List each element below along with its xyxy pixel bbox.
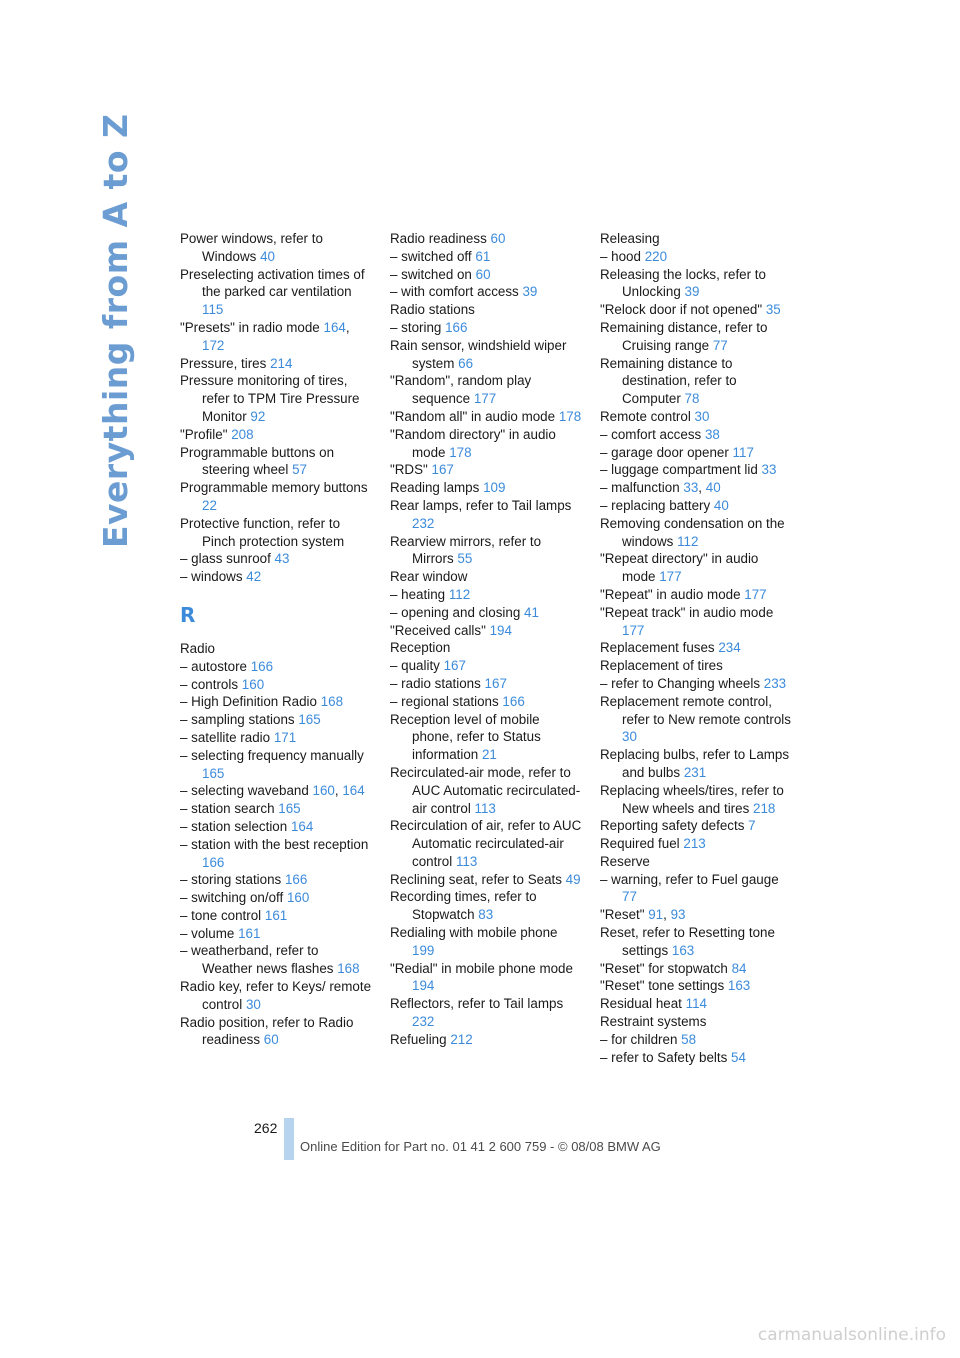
page-ref-link[interactable]: 41 [524,604,539,620]
page-ref-link[interactable]: 161 [264,907,288,923]
index-entry [600,657,792,675]
page-ref-link[interactable]: 114 [685,996,707,1012]
index-entry-text: Reset, refer to Resetting tone settings [600,925,775,958]
index-entry [390,248,582,266]
page-ref-link[interactable]: 42 [246,569,262,585]
index-entry-text: – storing [390,319,442,335]
index-entry [180,871,372,889]
index-entry-text: – malfunction [600,480,680,496]
index-entry-text: – replacing battery [600,497,711,513]
index-entry-text: Reflectors, refer to Tail lamps [390,996,564,1012]
index-entry-text: – switching on/off [180,890,284,906]
index-entry-text: – for children [600,1031,678,1047]
page-ref-link[interactable]: 168 [320,694,344,710]
index-entry-text: Pressure monitoring of tires, refer to TPM Tire Pressure Monitor [180,373,360,424]
index-entry-text: – glass sunroof [180,551,271,567]
index-entry-text: "Random all" in audio mode [390,408,556,424]
index-entry [600,230,792,248]
index-entry-text: Radio [180,640,215,656]
page-ref-link[interactable]: 165 [298,712,321,728]
index-entry-text: Reserve [600,853,650,869]
index-entry-text: – quality [390,658,440,674]
page-ref-link[interactable]: 167 [431,462,454,478]
index-entry [390,924,582,960]
index-entry-text: – refer to Safety belts [600,1049,728,1065]
page-ref-link[interactable]: 60 [490,231,506,246]
page-ref-link[interactable]: 91 [648,907,664,923]
index-entry-text: – comfort access [600,426,702,442]
page-ref-link[interactable]: 178 [449,444,472,460]
page-ref-link[interactable]: 112 [448,586,471,602]
index-entry [600,604,792,640]
index-entry [390,622,582,640]
index-entry [180,907,372,925]
index-entry [600,408,792,426]
index-entry-text: Programmable memory buttons [180,480,368,496]
index-entry [600,515,792,551]
watermark: carmanualsonline.info [757,1325,946,1345]
index-entry-text: – regional stations [390,693,499,709]
index-entry [600,639,792,657]
index-entry-text: Remaining distance to destination, refer to Computer [600,355,737,407]
page-ref-link[interactable]: 234 [718,640,741,656]
index-entry [390,319,582,337]
index-entry-text: "RDS" [390,462,428,478]
index-entry-text: – weatherband, refer to Weather news flashes [180,943,334,977]
index-entry-text: – volume [180,925,235,941]
page-ref-link[interactable]: 177 [744,586,767,602]
page-ref-link[interactable]: 160 [286,890,310,906]
index-entry [390,461,582,479]
index-entry [180,444,372,480]
index-entry-text: Recirculation of air, refer to AUC Automatic recirculated-air control [390,818,582,869]
index-entry [180,889,372,907]
page-ref-link[interactable]: 60 [263,1032,279,1048]
index-entry [390,266,582,284]
index-entry [600,817,792,835]
index-entry-text: – radio stations [390,675,481,691]
index-entry [390,586,582,604]
index-entry-text: Rain sensor, windshield wiper system [390,337,567,371]
index-entry [390,426,582,462]
index-entry-text: Restraint systems [600,1014,707,1030]
page-ref-link[interactable]: 168 [337,961,360,977]
index-entry-text: Programmable buttons on steering wheel [180,444,335,478]
page-ref-link[interactable]: 115 [202,302,224,318]
index-entry-text: Remaining distance, refer to Cruising range [600,319,768,353]
index-entry-text: Replacing bulbs, refer to Lamps and bulbs [600,747,790,780]
page-ref-link[interactable]: 220 [644,248,668,264]
index-entry-text: – satellite radio [180,729,271,745]
index-entry [390,568,582,586]
page-ref-link[interactable]: 194 [412,978,435,994]
index-entry [180,266,372,319]
page-ref-link[interactable]: 117 [732,444,754,460]
index-entry-text: – switched on [390,266,472,282]
page-ref-link[interactable]: 33 [761,462,777,478]
page-ref-link[interactable]: 22 [202,497,217,513]
page-ref-link[interactable]: 213 [683,836,706,852]
page-ref-link[interactable]: 171 [273,729,297,745]
index-entry-text: Recording times, refer to Stopwatch [390,889,537,923]
index-entry-text: – heating [390,586,446,602]
page-ref-link[interactable]: 160 [312,783,335,799]
index-column-3 [600,230,792,1066]
footer-accent-bar [284,1118,294,1160]
section-letter: R [180,602,196,627]
index-entry-text: – sampling stations [180,712,295,728]
index-entry-text: "Reset" [600,907,645,923]
footer-edition-text: Online Edition for Part no. 01 41 2 600 759 - © 08/08 BMW AG [300,1139,661,1154]
page-ref-link[interactable]: 57 [292,462,307,478]
index-entry [390,372,582,408]
index-column-2 [390,230,582,1049]
index-entry [600,444,792,462]
index-entry-text: "Repeat track" in audio mode [600,604,774,620]
index-entry-text: – switched off [390,248,472,264]
index-entry-text: – garage door opener [600,444,729,460]
index-entry-text: – tone control [180,907,262,923]
page-ref-link[interactable]: 66 [458,355,474,371]
index-entry [600,426,792,444]
page-ref-link[interactable]: 30 [622,729,637,745]
index-entry [180,640,372,658]
page-ref-link[interactable]: 77 [712,337,728,353]
page-ref-link[interactable]: 49 [565,871,581,887]
index-entry-text: Replacement fuses [600,640,715,656]
index-entry [600,355,792,408]
page-ref-link[interactable]: 167 [484,675,507,691]
index-entry [390,817,582,870]
index-entry-text: – storing stations [180,872,282,888]
index-entry [600,977,792,995]
index-entry [600,319,792,355]
index-entry [390,479,582,497]
index-entry-text: "Repeat" in audio mode [600,586,741,602]
index-entry [180,800,372,818]
index-entry-text: Reporting safety defects [600,818,745,834]
side-title: Everything from A to Z [96,113,135,548]
index-entry-text: Preselecting activation times of the parked car ventilation [180,266,365,300]
index-entry-text: – station with the best reception [180,836,369,852]
index-entry [180,693,372,711]
page-ref-link[interactable]: 93 [670,907,686,923]
index-entry [390,871,582,889]
index-entry [600,746,792,782]
index-entry: – selecting waveband 160, 164 [180,783,365,799]
index-entry [600,782,792,818]
page-ref-link[interactable]: 232 [412,515,435,531]
index-entry-text: Pressure, tires [180,355,267,371]
index-entry [180,942,372,978]
index-entry [600,960,792,978]
page-ref-link[interactable]: 38 [704,426,720,442]
index-entry-text: Replacement of tires [600,658,723,674]
page-ref-link[interactable]: 160 [241,676,265,692]
page-ref-link[interactable]: 165 [278,801,301,817]
page-ref-link[interactable]: 40 [705,480,721,496]
index-entry-text: – station search [180,801,275,817]
page-ref-link[interactable]: 214 [270,355,293,371]
index-entry-text: Reception [390,640,451,656]
page-ref-link[interactable]: 233 [763,675,787,691]
index-entry [390,711,582,764]
index-entry-text: – selecting frequency manually [180,747,364,763]
index-entry [180,479,372,515]
index-entry [600,995,792,1013]
index-entry-text: – High Definition Radio [180,694,317,710]
page-ref-link[interactable]: 172 [202,337,225,353]
index-entry [180,925,372,943]
page-ref-link[interactable]: 164 [290,818,314,834]
index-entry-text: – autostore [180,658,247,674]
page-ref-link[interactable]: 112 [677,533,699,549]
page-ref-link[interactable]: 177 [622,622,645,638]
page-ref-link[interactable]: 194 [489,622,512,638]
index-entry-text: "Presets" in radio mode [180,319,320,335]
page-ref-link[interactable]: 163 [727,978,751,994]
index-entry-text: "Relock door if not opened" [600,302,763,318]
index-entry [390,408,582,426]
index-entry-text: "Profile" [180,426,228,442]
index-entry [180,515,372,551]
index-entry-text: Rear lamps, refer to Tail lamps [390,497,572,513]
index-entry-text: "Random", random play sequence [390,373,532,407]
page-ref-link[interactable]: 33 [683,480,699,496]
index-entry [600,497,792,515]
index-entry [390,657,582,675]
index-entry-text: Replacement remote control, refer to New remote controls [600,693,791,727]
page-ref-link[interactable]: 60 [475,266,491,282]
index-entry [600,550,792,586]
index-entry [390,675,582,693]
index-entry: – malfunction 33, 40 [600,480,721,496]
index-entry [390,1031,582,1049]
index-entry-text: Remote control [600,408,691,424]
index-entry-text: "Repeat directory" in audio mode [600,551,759,585]
index-entry-text: – controls [180,676,239,692]
index-entry [180,568,372,586]
index-entry-text: Releasing the locks, refer to Unlocking [600,266,766,300]
index-entry-text: Residual heat [600,996,682,1012]
index-entry-text: "Reset" for stopwatch [600,960,728,976]
page-ref-link[interactable]: 83 [478,907,494,923]
page-ref-link[interactable]: 21 [481,747,497,763]
index-entry [390,283,582,301]
index-entry [390,764,582,817]
page-ref-link[interactable]: 30 [694,408,710,424]
page-ref-link[interactable]: 113 [474,800,496,816]
index-entry-text: – station selection [180,818,288,834]
page-number: 262 [254,1120,278,1136]
page-ref-link[interactable]: 208 [231,426,254,442]
page-ref-link[interactable]: 39 [522,284,538,300]
page-ref-link[interactable]: 61 [475,248,491,264]
page-ref-link[interactable]: 113 [455,853,478,869]
index-entry-text: "Redial" in mobile phone mode [390,960,573,976]
index-entry [600,461,792,479]
index-entry-text: Rear window [390,569,468,585]
index-entry-text: Power windows, refer to Windows [180,231,323,264]
page-ref-link[interactable]: 54 [731,1049,746,1065]
index-entry [390,995,582,1031]
page-ref-link[interactable]: 164 [323,319,346,335]
index-entry [180,372,372,425]
page-ref-link[interactable]: 212 [450,1031,473,1047]
page-ref-link[interactable]: 177 [659,569,682,585]
page-ref-link[interactable]: 166 [202,854,225,870]
index-entry-text: Rearview mirrors, refer to Mirrors [390,533,542,567]
page-ref-link[interactable]: 232 [412,1014,435,1030]
index-entry [600,693,792,746]
page-ref-link[interactable]: 84 [731,960,747,976]
index-entry [390,301,582,319]
index-entry [390,337,582,373]
index-entry [600,1013,792,1031]
page-ref-link[interactable]: 166 [284,872,308,888]
index-entry [600,853,792,871]
index-entry-text: Reception level of mobile phone, refer to Status information [390,711,541,763]
index-entry [600,871,792,907]
index-entry-text: Reclining seat, refer to Seats [390,871,562,887]
index-entry-text: – selecting waveband [180,783,309,799]
page-ref-link[interactable]: 166 [250,658,274,674]
index-entry [390,693,582,711]
index-entry-text: Radio key, refer to Keys/ remote control [180,979,372,1012]
page-ref-link[interactable]: 178 [558,408,582,424]
index-entry-text: – warning, refer to Fuel gauge [600,871,779,887]
index-entry [180,729,372,747]
index-entry-text: Protective function, refer to Pinch protection system [180,515,345,549]
page-ref-link[interactable]: 166 [502,693,525,709]
index-entry-text: "Reset" tone settings [600,978,725,994]
index-entry [600,1049,792,1067]
page-ref-link[interactable]: 55 [457,551,473,567]
index-entry-text: – luggage compartment lid [600,462,758,478]
index-entry-text: Reading lamps [390,480,480,496]
page-ref-link[interactable]: 40 [260,248,275,264]
index-entry [390,888,582,924]
index-entry: "Reset" 91, 93 [600,907,686,923]
page-ref-link[interactable]: 165 [202,765,225,781]
index-entry [390,604,582,622]
index-entry: "Presets" in radio mode 164, 172 [180,319,350,353]
page-ref-link[interactable]: 177 [473,391,497,407]
index-entry-text: Required fuel [600,836,680,852]
page-ref-link[interactable]: 231 [683,764,707,780]
index-column-1 [180,230,372,1049]
page-ref-link[interactable]: 7 [748,818,756,834]
page-ref-link[interactable]: 43 [274,551,290,567]
index-entry [180,836,372,872]
page-ref-link[interactable]: 167 [443,658,466,674]
index-entry [180,711,372,729]
page-ref-link[interactable]: 92 [250,408,266,424]
index-entry [180,978,372,1014]
index-entry [600,675,792,693]
index-entry-text: Releasing [600,231,660,246]
index-entry-text: Radio position, refer to Radio readiness [180,1014,354,1048]
index-entry-text: "Received calls" [390,622,486,638]
page-ref-link[interactable]: 161 [238,925,261,941]
index-entry [180,550,372,568]
index-entry-text: Removing condensation on the windows [600,515,785,549]
index-entry-text: – opening and closing [390,604,521,620]
index-entry [180,426,372,444]
index-entry [600,924,792,960]
index-entry-text: – hood [600,248,641,264]
page-ref-link[interactable]: 199 [412,942,435,958]
index-entry-text: – with comfort access [390,284,519,300]
index-entry-text: Recirculated-air mode, refer to AUC Automatic recirculated-air control [390,764,581,816]
page-ref-link[interactable]: 164 [342,783,365,799]
index-entry [180,676,372,694]
index-entry [180,658,372,676]
page-ref-link[interactable]: 40 [713,497,729,513]
page-ref-link[interactable]: 166 [445,319,468,335]
index-entry [600,835,792,853]
index-entry [180,747,372,783]
index-entry-text: – windows [180,569,243,585]
index-entry [600,586,792,604]
index-entry [390,960,582,996]
index-entry [180,355,372,373]
index-entry [600,301,792,319]
page-ref-link[interactable]: 77 [622,889,637,905]
index-entry [390,230,582,248]
index-entry-text: Redialing with mobile phone [390,925,558,941]
index-entry [180,1014,372,1050]
page-ref-link[interactable]: 58 [681,1031,697,1047]
index-entry [180,230,372,266]
index-entry [600,266,792,302]
index-entry-text: Radio stations [390,302,475,318]
page-ref-link[interactable]: 109 [483,480,506,496]
page-ref-link[interactable]: 78 [684,391,700,407]
index-entry-text: "Random directory" in audio mode [390,426,556,460]
page-ref-link[interactable]: 30 [245,996,261,1012]
index-entry [600,1031,792,1049]
page-ref-link[interactable]: 39 [684,284,700,300]
index-entry-text: Radio readiness [390,231,487,246]
index-entry [600,248,792,266]
index-entry [180,818,372,836]
index-entry [390,497,582,533]
page-ref-link[interactable]: 163 [671,942,695,958]
page-ref-link[interactable]: 35 [765,302,781,318]
index-entry [390,533,582,569]
index-entry-text: Refueling [390,1031,447,1047]
index-entry [390,639,582,657]
index-entry-text: Replacing wheels/tires, refer to New wheels and tires [600,782,784,816]
index-entry-text: – refer to Changing wheels [600,675,761,691]
page-ref-link[interactable]: 218 [753,800,776,816]
